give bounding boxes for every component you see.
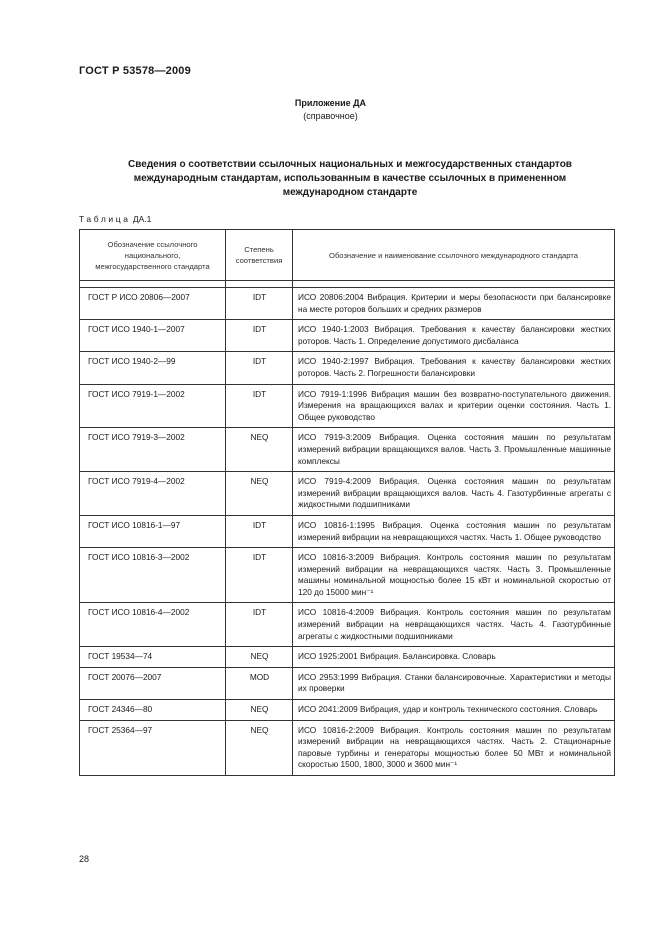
degree-cell [226, 647, 293, 668]
degree-cell [226, 603, 293, 647]
table-row [80, 472, 615, 516]
degree-cell [226, 472, 293, 516]
table-header-row [80, 230, 615, 281]
national-standard-cell [80, 700, 226, 721]
international-standard-cell-text: ИСО 7919-3:2009 Вибрация. Оценка состояния машин по результатам измерений вибрации вращающихся валов. Часть 3. Промышленные машинные комплексы [298, 432, 611, 466]
national-standard-cell [80, 667, 226, 699]
degree-cell [226, 320, 293, 352]
international-standard-cell [293, 548, 615, 603]
national-standard-cell [80, 515, 226, 547]
national-standard-cell-text: ГОСТ ИСО 10816-4—2002 [88, 607, 190, 618]
national-standard-cell-text: ГОСТ ИСО 1940-1—2007 [88, 324, 185, 335]
international-standard-cell-text: ИСО 10816-1:1995 Вибрация. Оценка состояния машин по результатам измерений вибрации на невращающихся частях. Часть 1. Общее руководство [298, 519, 611, 542]
international-standard-cell-text: ИСО 20806:2004 Вибрация. Критерии и меры безопасности при балансировке на месте роторов больших и средних размеров [298, 292, 611, 314]
international-standard-cell [293, 472, 615, 516]
degree-cell-text: IDT [252, 607, 267, 618]
national-standard-cell-text: ГОСТ ИСО 7919-4—2002 [88, 476, 185, 487]
international-standard-cell-text: ИСО 10816-3:2009 Вибрация. Контроль состояния машин по результатам измерений вибрации на невращающихся частях. Часть 3. Промышленные машины номинальной мощностью более 15 кВт и номинальной скоростью от 120 до 15000 мин⁻¹ [298, 552, 611, 597]
international-standard-cell [293, 428, 615, 472]
international-standard-cell [293, 700, 615, 721]
table-label-prefix: Таблица [79, 214, 131, 224]
table-body [80, 281, 615, 776]
degree-cell-text: IDT [252, 324, 267, 335]
degree-cell [226, 288, 293, 320]
table-row [80, 515, 615, 547]
international-standard-cell [293, 384, 615, 428]
international-standard-cell [293, 647, 615, 668]
header-national-standard: Обозначение ссылочного национального, межгосударственного стандарта [80, 230, 226, 281]
international-standard-cell-text: ИСО 7919-1:1996 Вибрация машин без возвратно-поступательного движения. Измерения на вращающихся валах и критерии оценки состояния. Часть 1. Общее руководство [298, 388, 611, 422]
national-standard-cell-text: ГОСТ ИСО 10816-1—97 [88, 519, 181, 530]
gap-cell [293, 281, 615, 288]
national-standard-cell [80, 647, 226, 668]
degree-cell [226, 548, 293, 603]
international-standard-cell-text: ИСО 2953:1999 Вибрация. Станки балансировочные. Характеристики и методы их проверки [298, 671, 611, 694]
international-standard-cell-text: ИСО 10816-2:2009 Вибрация. Контроль состояния машин по результатам измерений вибрации на невращающихся частях. Часть 2. Стационарные паровые турбины и генераторы мощностью более 50 МВт и номинальной скоростью 1500, 1800, 3000 и 3600 мин⁻¹ [298, 724, 611, 770]
national-standard-cell-text: ГОСТ 19534—74 [88, 651, 153, 662]
national-standard-cell-text: ГОСТ 20076—2007 [88, 671, 162, 682]
header-international-standard: Обозначение и наименование ссылочного международного стандарта [293, 230, 615, 281]
page-number: 28 [79, 854, 90, 864]
international-standard-cell-text: ИСО 7919-4:2009 Вибрация. Оценка состояния машин по результатам измерений вибрации вращающихся валов. Часть 4. Газотурбинные агрегаты с жидкостными подшипниками [298, 476, 611, 510]
table-label-number: ДА.1 [130, 214, 152, 224]
national-standard-cell [80, 320, 226, 352]
table-row [80, 720, 615, 775]
degree-cell [226, 352, 293, 384]
national-standard-cell [80, 472, 226, 516]
document-code: ГОСТ Р 53578—2009 [79, 65, 191, 77]
international-standard-cell-text: ИСО 10816-4:2009 Вибрация. Контроль состояния машин по результатам измерений вибрации на невращающихся частях. Часть 4. Газотурбинные агрегаты с жидкостными подшипниками [298, 607, 611, 641]
degree-cell-text: NEQ [250, 432, 269, 443]
national-standard-cell [80, 428, 226, 472]
degree-cell-text: IDT [252, 388, 267, 399]
degree-cell-text: IDT [252, 519, 267, 530]
degree-cell-text: MOD [249, 671, 270, 682]
degree-cell-text: IDT [252, 356, 267, 367]
international-standard-cell-text: ИСО 2041:2009 Вибрация, удар и контроль технического состояния. Словарь [298, 704, 598, 715]
table-row [80, 700, 615, 721]
degree-cell-text: IDT [252, 292, 267, 302]
national-standard-cell [80, 603, 226, 647]
degree-cell-text: NEQ [250, 704, 269, 715]
appendix-title: Приложение ДА [294, 98, 367, 108]
table-row [80, 667, 615, 699]
header-degree: Степень соответствия [226, 230, 293, 281]
international-standard-cell [293, 352, 615, 384]
appendix-subtitle: (справочное) [303, 111, 358, 121]
table-row [80, 428, 615, 472]
national-standard-cell [80, 384, 226, 428]
national-standard-cell-text: ГОСТ 24346—80 [88, 704, 153, 715]
section-title [90, 158, 610, 200]
table-row [80, 320, 615, 352]
international-standard-cell-text: ИСО 1940-2:1997 Вибрация. Требования к качеству балансировки жестких роторов. Часть 2. Погрешности балансировки [298, 356, 611, 378]
national-standard-cell-text: ГОСТ Р ИСО 20806—2007 [88, 292, 190, 302]
international-standard-cell [293, 667, 615, 699]
table-row [80, 288, 615, 320]
national-standard-cell [80, 288, 226, 320]
appendix-heading [0, 97, 661, 123]
national-standard-cell-text: ГОСТ ИСО 7919-1—2002 [88, 388, 185, 399]
degree-cell-text: NEQ [250, 476, 269, 487]
national-standard-cell [80, 548, 226, 603]
correspondence-table [79, 229, 615, 776]
degree-cell [226, 667, 293, 699]
international-standard-cell-text: ИСО 1940-1:2003 Вибрация. Требования к качеству балансировки жестких роторов. Часть 1. Определение допустимого дисбаланса [298, 324, 611, 346]
international-standard-cell [293, 720, 615, 775]
gap-cell [226, 281, 293, 288]
degree-cell [226, 720, 293, 775]
degree-cell-text: NEQ [250, 724, 269, 735]
section-title-line: международным стандартам, использованным в качестве ссылочных в примененном [133, 173, 567, 184]
national-standard-cell-text: ГОСТ ИСО 1940-2—99 [88, 356, 176, 367]
national-standard-cell-text: ГОСТ 25364—97 [88, 724, 153, 735]
national-standard-cell-text: ГОСТ ИСО 7919-3—2002 [88, 432, 185, 443]
degree-cell [226, 428, 293, 472]
table-label [79, 214, 151, 224]
international-standard-cell-text: ИСО 1925:2001 Вибрация. Балансировка. Словарь [298, 651, 496, 662]
header-gap-row [80, 281, 615, 288]
table-row [80, 352, 615, 384]
national-standard-cell [80, 352, 226, 384]
international-standard-cell [293, 288, 615, 320]
table-row [80, 384, 615, 428]
gap-cell [80, 281, 226, 288]
degree-cell [226, 515, 293, 547]
degree-cell-text: IDT [252, 552, 267, 563]
section-title-line: международном стандарте [282, 187, 418, 198]
table-row [80, 548, 615, 603]
degree-cell [226, 700, 293, 721]
international-standard-cell [293, 603, 615, 647]
table-row [80, 647, 615, 668]
international-standard-cell [293, 515, 615, 547]
national-standard-cell-text: ГОСТ ИСО 10816-3—2002 [88, 552, 190, 563]
international-standard-cell [293, 320, 615, 352]
table-row [80, 603, 615, 647]
national-standard-cell [80, 720, 226, 775]
degree-cell [226, 384, 293, 428]
degree-cell-text: NEQ [250, 651, 269, 662]
section-title-line: Сведения о соответствии ссылочных национальных и межгосударственных стандартов [128, 159, 572, 170]
